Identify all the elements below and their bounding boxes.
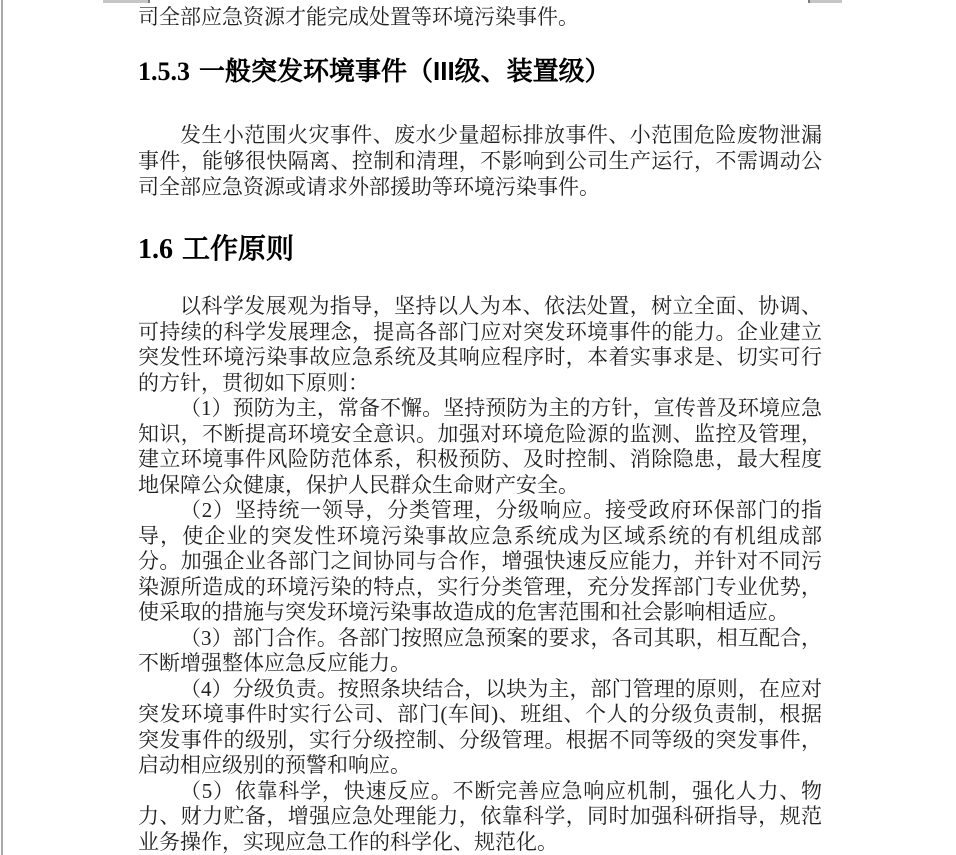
paragraph-principle-2: （2）坚持统一领导，分类管理，分级响应。接受政府环保部门的指导，使企业的突发性环境污染事故应急系统成为区域系统的有机组成部分。加强企业各部门之间协同与合作，增强快速反应能力，并针对不同污染源所造成的环境污染的特点，实行分类管理，充分发挥部门专业优势，使采取的措施与突发环境污染事故造成的危害范围和社会影响相适应。 bbox=[138, 498, 822, 624]
clipped-line-remnant-left bbox=[103, 0, 150, 3]
heading-1-6-title: 工作原则 bbox=[182, 234, 295, 265]
document-content bbox=[138, 5, 822, 855]
clipped-line-remnant-right bbox=[808, 0, 842, 3]
page-left-border bbox=[1, 0, 3, 855]
paragraph-principle-3: （3）部门合作。各部门按照应急预案的要求，各司其职，相互配合，不断增强整体应急反应能力。 bbox=[138, 625, 822, 675]
paragraph-principle-5: （5）依靠科学，快速反应。不断完善应急响应机制，强化人力、物力、财力贮备，增强应急处理能力，依靠科学，同时加强科研指导，规范业务操作，实现应急工作的科学化、规范化。 bbox=[138, 778, 822, 854]
paragraph-continuation: 司全部应急资源才能完成处置等环境污染事件。 bbox=[138, 5, 579, 29]
paragraph-principle-4: （4）分级负责。按照条块结合，以块为主，部门管理的原则，在应对突发环境事件时实行公司、部门(车间)、班组、个人的分级负责制，根据突发事件的级别，实行分级控制、分级管理。根据不同等级的突发事件，启动相应级别的预警和响应。 bbox=[138, 676, 822, 777]
heading-1-5-3-number: 1.5.3 bbox=[138, 57, 190, 86]
heading-1-5-3 bbox=[138, 54, 822, 89]
heading-1-6 bbox=[138, 232, 822, 268]
paragraph-principle-1: （1）预防为主，常备不懈。坚持预防为主的方针，宣传普及环境应急知识，不断提高环境安全意识。加强对环境危险源的监测、监控及管理，建立环境事件风险防范体系，积极预防、及时控制、消除隐患，最大程度地保障公众健康，保护人民群众生命财产安全。 bbox=[138, 396, 822, 497]
paragraph-1-6-intro: 以科学发展观为指导，坚持以人为本、依法处置，树立全面、协调、可持续的科学发展理念，提高各部门应对突发环境事件的能力。企业建立突发性环境污染事故应急系统及其响应程序时，本着实事求是、切实可行的方针，贯彻如下原则： bbox=[138, 294, 822, 395]
heading-1-5-3-title: 一般突发环境事件（III级、装置级） bbox=[199, 56, 611, 86]
paragraph-section-1-5-3: 发生小范围火灾事件、废水少量超标排放事件、小范围危险废物泄漏事件，能够很快隔离、控制和清理，不影响到公司生产运行，不需调动公司全部应急资源或请求外部援助等环境污染事件。 bbox=[138, 123, 822, 199]
heading-1-6-number: 1.6 bbox=[138, 234, 173, 265]
